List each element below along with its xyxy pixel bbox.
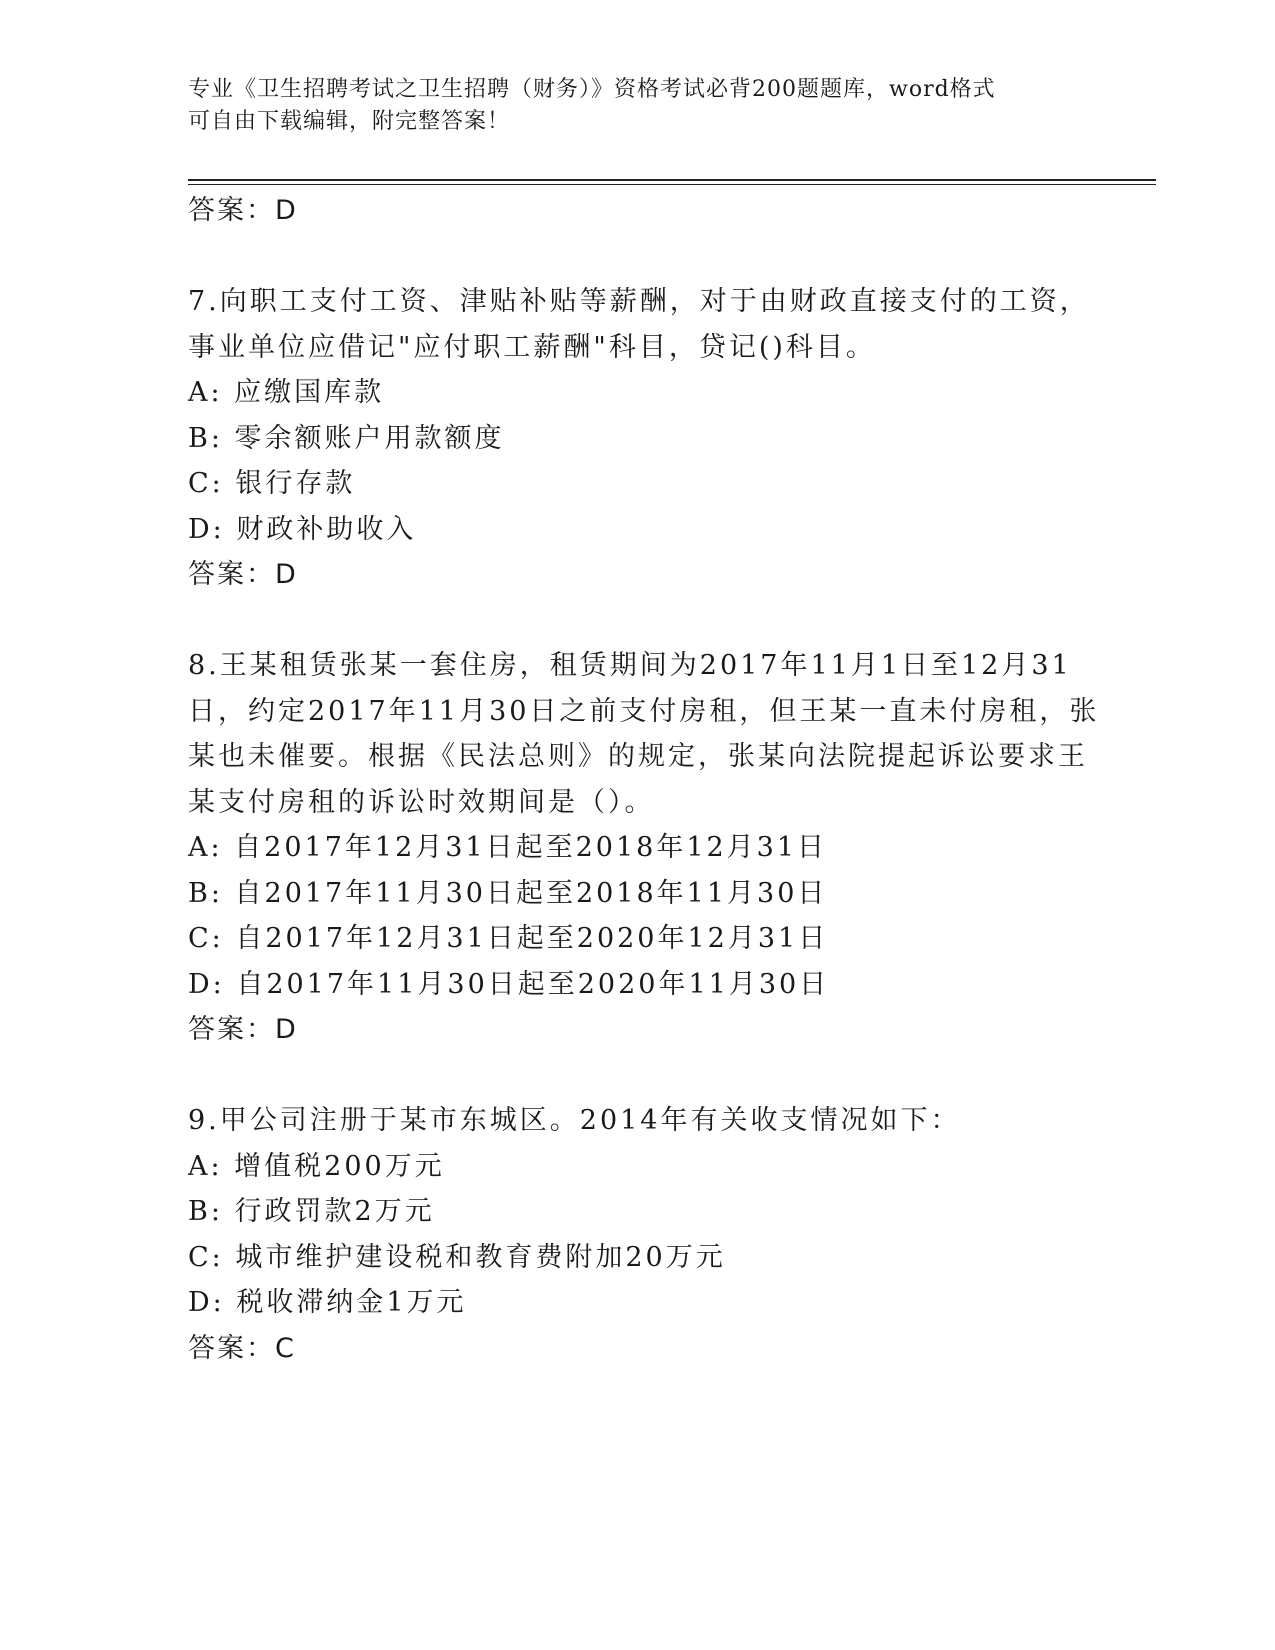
option-c: C: 银行存款 bbox=[188, 468, 356, 499]
option-a: A: 自2017年12月31日起至2018年12月31日 bbox=[188, 832, 828, 863]
answer: 答案：C bbox=[188, 1332, 296, 1364]
option-c: C: 城市维护建设税和教育费附加20万元 bbox=[188, 1241, 726, 1273]
header-rule-thin bbox=[188, 184, 1156, 185]
answer: 答案：D bbox=[188, 559, 298, 590]
option-c: C: 自2017年12月31日起至2020年12月31日 bbox=[188, 923, 829, 954]
question-8 bbox=[188, 643, 1100, 1053]
question-stem-line: 事业单位应借记"应付职工薪酬"科目，贷记()科目。 bbox=[188, 331, 876, 363]
option-a: A: 增值税200万元 bbox=[188, 1150, 445, 1182]
spacer bbox=[188, 1053, 1088, 1099]
option-d: D: 财政补助收入 bbox=[188, 513, 417, 545]
question-stem-line: 9.甲公司注册于某市东城区。2014年有关收支情况如下： bbox=[188, 1105, 961, 1136]
question-9 bbox=[188, 1098, 1088, 1371]
spacer bbox=[188, 598, 1088, 644]
question-stem-line: 日，约定2017年11月30日之前支付房租，但王某一直未付房租，张 bbox=[188, 695, 1100, 727]
question-stem-line: 某也未催要。根据《民法总则》的规定，张某向法院提起诉讼要求王 bbox=[188, 741, 1088, 772]
answer: 答案：D bbox=[188, 1014, 298, 1045]
document-body bbox=[188, 188, 1100, 1371]
question-7 bbox=[188, 279, 1088, 598]
header-line-1: 专业《卫生招聘考试之卫生招聘（财务）》资格考试必背200题题库，word格式 bbox=[188, 77, 996, 102]
question-stem-line: 某支付房租的诉讼时效期间是（）。 bbox=[188, 786, 655, 818]
option-d: D: 税收滞纳金1万元 bbox=[188, 1287, 467, 1318]
option-b: B: 零余额账户用款额度 bbox=[188, 422, 505, 454]
option-a: A: 应缴国库款 bbox=[188, 377, 385, 408]
question-stem-line: 7.向职工支付工资、津贴补贴等薪酬，对于由财政直接支付的工资， bbox=[188, 286, 1090, 317]
question-stem-line: 8.王某租赁张某一套住房，租赁期间为2017年11月1日至12月31 bbox=[188, 650, 1072, 681]
previous-answer: 答案：D bbox=[188, 195, 298, 226]
option-d: D: 自2017年11月30日起至2020年11月30日 bbox=[188, 968, 830, 1000]
header-rule-thick bbox=[188, 179, 1156, 181]
option-b: B: 自2017年11月30日起至2018年11月30日 bbox=[188, 877, 828, 909]
header-line-2: 可自由下载编辑，附完整答案！ bbox=[188, 109, 511, 134]
document-header bbox=[188, 74, 1088, 138]
option-b: B: 行政罚款2万元 bbox=[188, 1196, 435, 1227]
spacer bbox=[188, 234, 1088, 280]
